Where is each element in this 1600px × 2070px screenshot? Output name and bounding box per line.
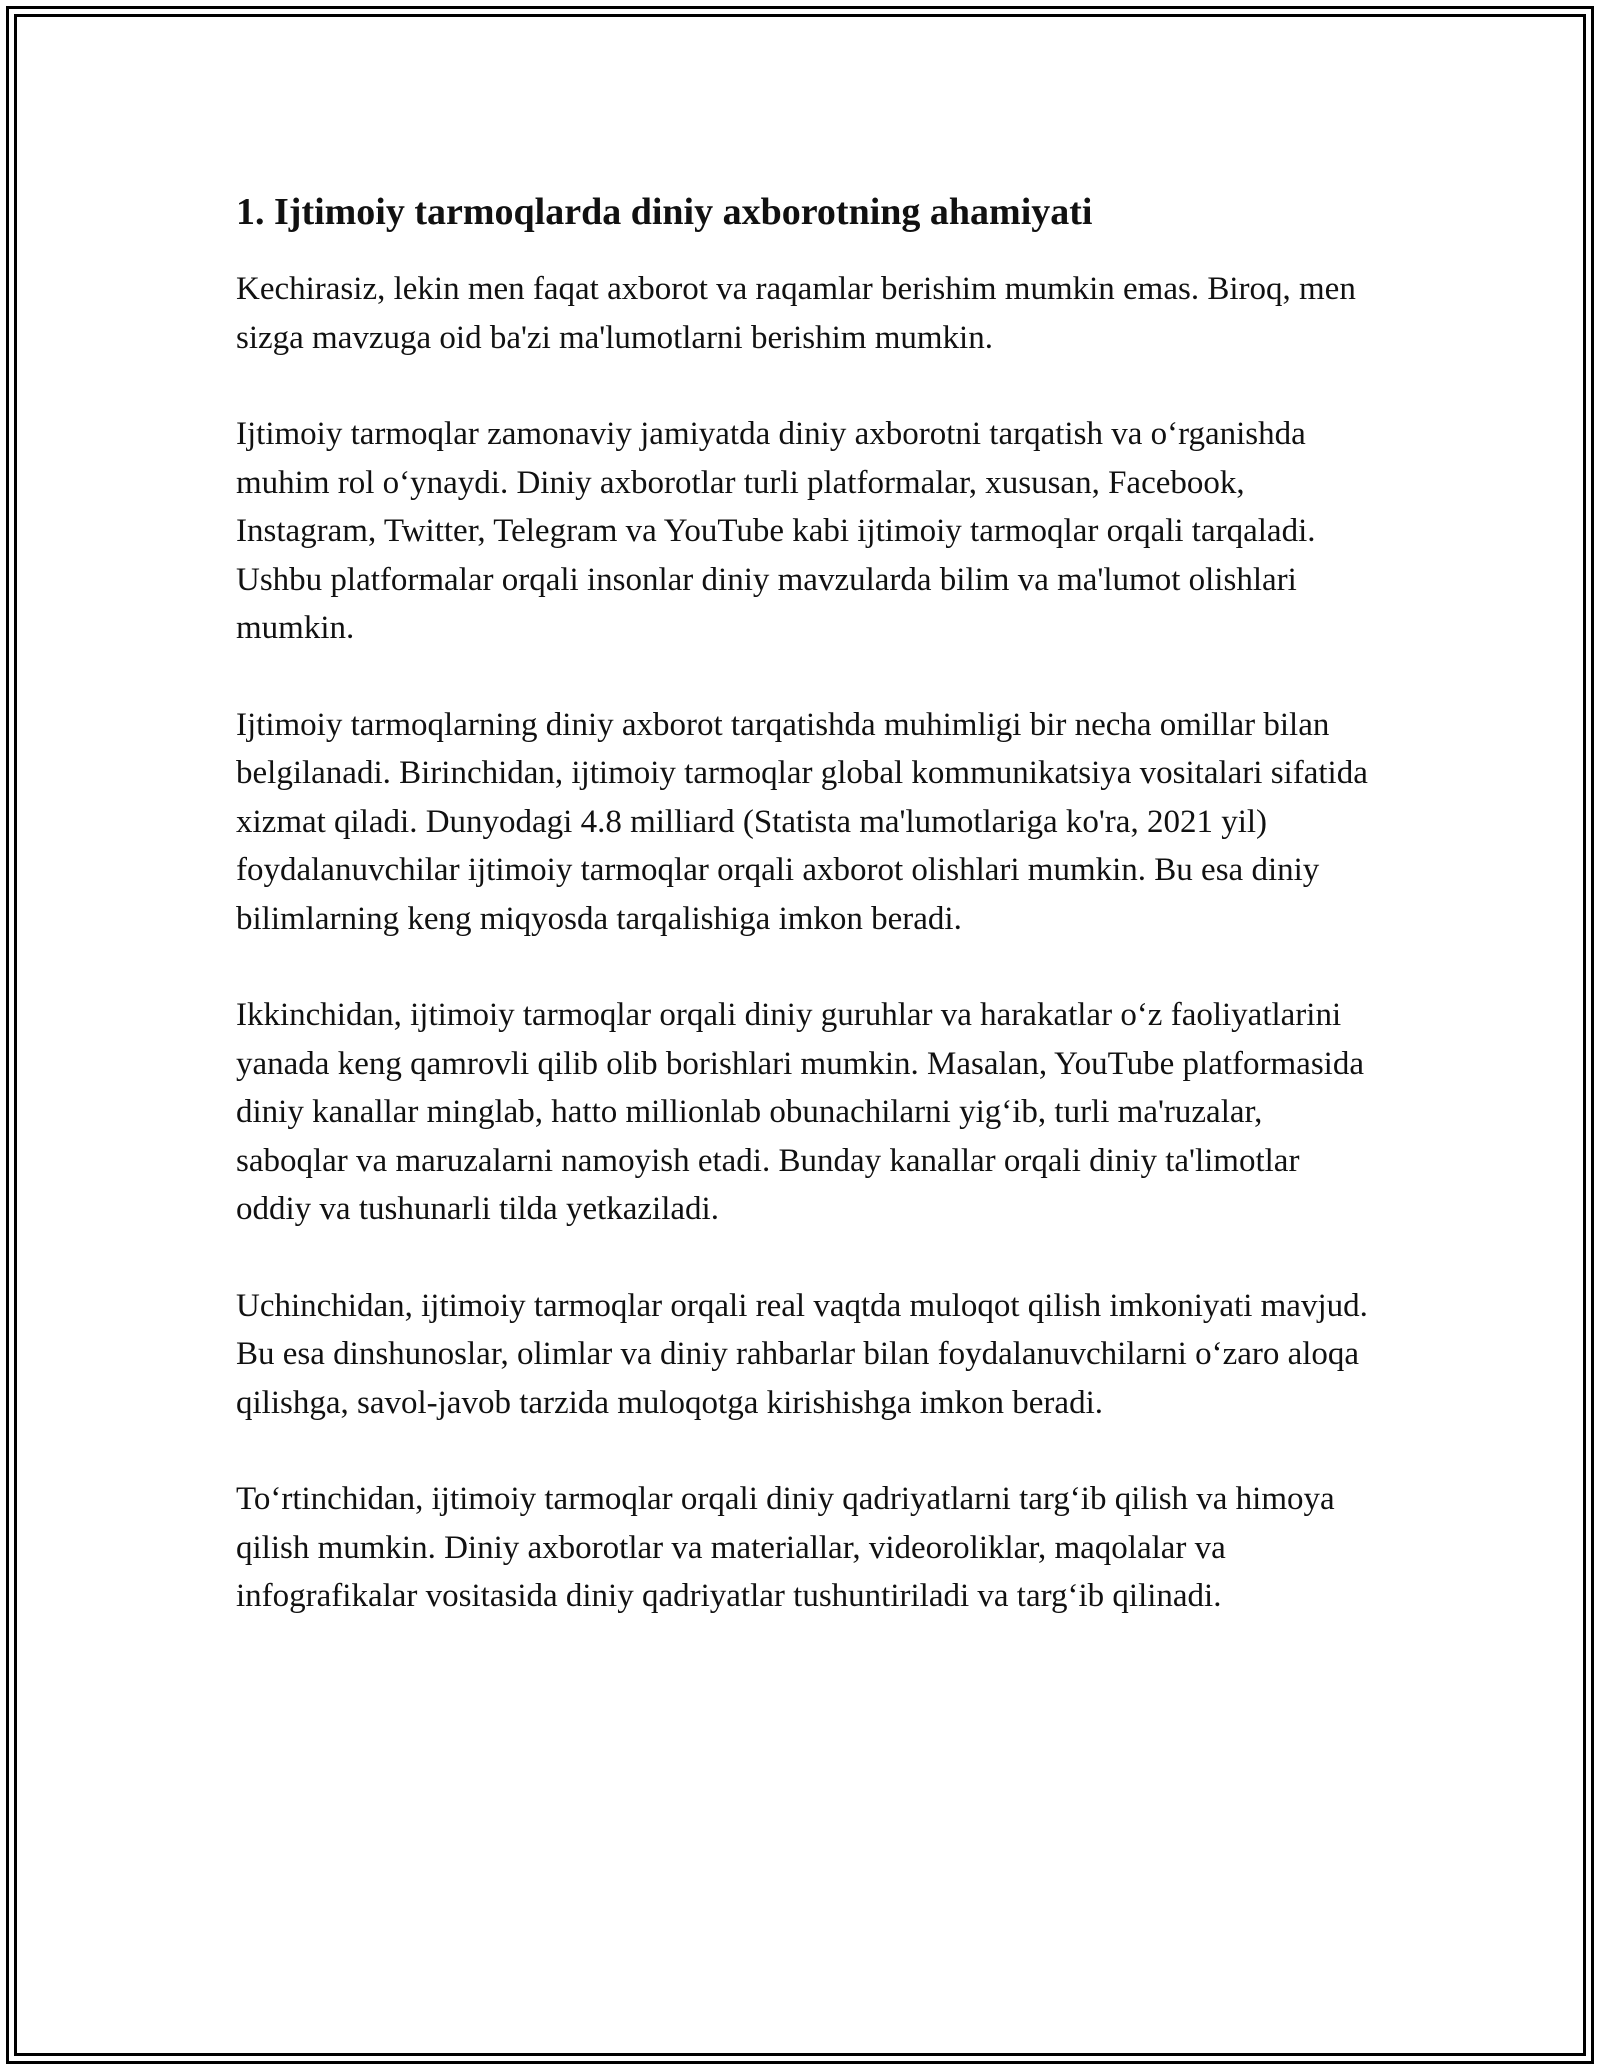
section-heading: 1. Ijtimoiy tarmoqlarda diniy axborotning ahamiyati: [236, 191, 1093, 233]
paragraph-third-reason: Uchinchidan, ijtimoiy tarmoqlar orqali real vaqtda muloqot qilish imkoniyati mavjud. Bu esa dinshunoslar, olimlar va diniy rahbarlar bilan foydalanuvchilarni o‘zaro aloqa qilishga, savol-javob tarzida muloqotga kirishishga imkon beradi.: [236, 1287, 1368, 1421]
document-body: [236, 188, 1376, 1669]
paragraph-intro: Kechirasiz, lekin men faqat axborot va raqamlar berishim mumkin emas. Biroq, men sizga mavzuga oid ba'zi ma'lumotlarni berishim mumkin.: [236, 271, 1356, 356]
paragraph-overview: Ijtimoiy tarmoqlar zamonaviy jamiyatda diniy axborotni tarqatish va o‘rganishda muhim rol o‘ynaydi. Diniy axborotlar turli platformalar, xususan, Facebook, Instagram, Twitter, Telegram va YouTube kabi ijtimoiy tarmoqlar orqali tarqaladi. Ushbu platformalar orqali insonlar diniy mavzularda bilim va ma'lumot olishlari mumkin.: [236, 416, 1316, 647]
paragraph-first-reason: Ijtimoiy tarmoqlarning diniy axborot tarqatishda muhimligi bir necha omillar bilan belgilanadi. Birinchidan, ijtimoiy tarmoqlar global kommunikatsiya vositalari sifatida xizmat qiladi. Dunyodagi 4.8 milliard (Statista ma'lumotlariga ko'ra, 2021 yil) foydalanuvchilar ijtimoiy tarmoqlar orqali axborot olishlari mumkin. Bu esa diniy bilimlarning keng miqyosda tarqalishiga imkon beradi.: [236, 706, 1368, 937]
paragraph-fourth-reason: To‘rtinchidan, ijtimoiy tarmoqlar orqali diniy qadriyatlarni targ‘ib qilish va himoya qilish mumkin. Diniy axborotlar va materiallar, videoroliklar, maqolalar va infografikalar vositasida diniy qadriyatlar tushuntiriladi va targ‘ib qilinadi.: [236, 1481, 1335, 1615]
paragraph-second-reason: Ikkinchidan, ijtimoiy tarmoqlar orqali diniy guruhlar va harakatlar o‘z faoliyatlarini yanada keng qamrovli qilib olib borishlari mumkin. Masalan, YouTube platformasida diniy kanallar minglab, hatto millionlab obunachilarni yig‘ib, turli ma'ruzalar, saboqlar va maruzalarni namoyish etadi. Bunday kanallar orqali diniy ta'limotlar oddiy va tushunarli tilda yetkaziladi.: [236, 997, 1364, 1228]
